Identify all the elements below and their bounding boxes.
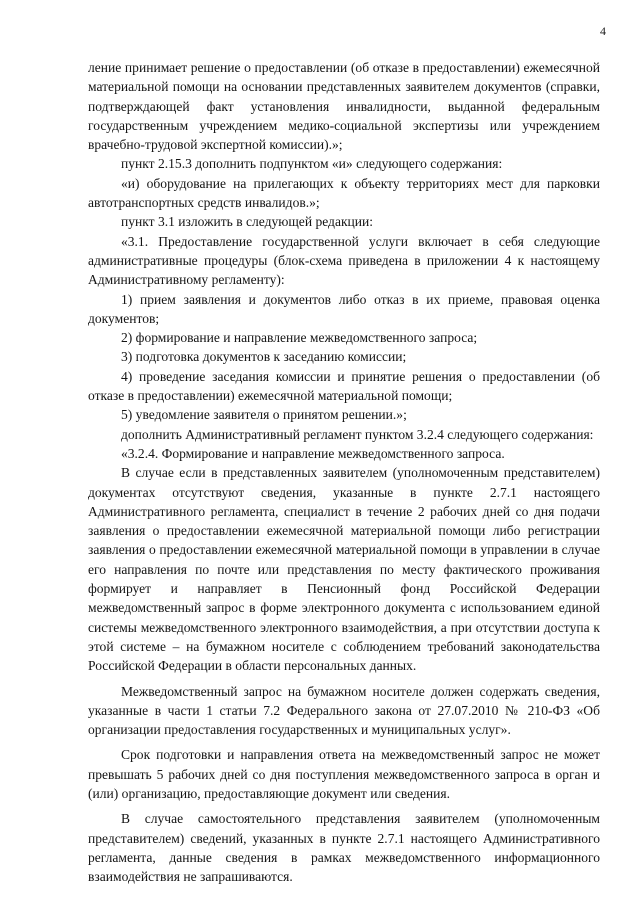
procedure-item-5: 5) уведомление заявителя о принятом решении.»; <box>121 407 407 423</box>
paragraph-self-submission: В случае самостоятельного представления заявителем (уполномоченным представителем) сведений, указанных в пункте 2.7.1 настоящего Административного регламента, данные сведения в рамках межведомственного информационного взаимодействия не запрашиваются. <box>88 811 600 885</box>
paragraph-3-2-4-body: В случае если в представленных заявителем (уполномоченным представителем) документах отсутствуют сведения, указанные в пункте 2.7.1 настоящего Административного регламента, специалист в течение 2 рабочих дней со дня подачи заявления о предоставлении ежемесячной материальной помощи либо регистрации заявления о предоставлении ежемесячной материальной помощи в управлении в случае его направления по почте или представления по месту фактического проживания формирует и направляет в Пенсионный фонд Российской Федерации межведомственный запрос в форме электронного документа с использованием единой системы межведомственного электронного взаимодействия, а при отсутствии доступа к этой системе – на бумажном носителе с соблюдением требований законодательства Российской Федерации в области персональных данных. <box>88 465 600 674</box>
paragraph-paper-request: Межведомственный запрос на бумажном носителе должен содержать сведения, указанные в части 1 статьи 7.2 Федерального закона от 27.07.2010 № 210-ФЗ «Об организации предоставления государственных и муниципальных услуг». <box>88 683 600 738</box>
paragraph-amend-3-2-4: дополнить Административный регламент пунктом 3.2.4 следующего содержания: <box>121 426 594 442</box>
procedure-item-2: 2) формирование и направление межведомственного запроса; <box>121 330 478 346</box>
procedure-item-1: 1) прием заявления и документов либо отказ в их приеме, правовая оценка документов; <box>88 291 600 326</box>
paragraph-continuation: ление принимает решение о предоставлении (об отказе в предоставлении) ежемесячной материальной помощи на основании представленных заявителем документов (справки, подтверждающей факт установления инвалидности, выданной федеральным государственным учреждением медико-социальной экспертизы или учреждением врачебно-трудовой экспертной комиссии).»; <box>88 60 600 153</box>
paragraph-amend-2-15-3: пункт 2.15.3 дополнить подпунктом «и» следующего содержания: <box>121 156 503 172</box>
paragraph-3-2-4-heading: «3.2.4. Формирование и направление межведомственного запроса. <box>121 445 505 461</box>
procedure-item-3: 3) подготовка документов к заседанию комиссии; <box>121 349 407 365</box>
paragraph-amend-3-1: пункт 3.1 изложить в следующей редакции: <box>121 214 374 230</box>
paragraph-3-1-text: «3.1. Предоставление государственной услуги включает в себя следующие административные процедуры (блок-схема приведена в приложении 4 к настоящему Административному регламенту): <box>88 233 600 288</box>
document-body <box>88 58 600 886</box>
procedure-item-4: 4) проведение заседания комиссии и принятие решения о предоставлении (об отказе в предоставлении) ежемесячной материальной помощи; <box>88 368 600 404</box>
page-number: 4 <box>600 24 606 38</box>
paragraph-subpoint-i: «и) оборудование на прилегающих к объекту территориях мест для парковки автотранспортных средств инвалидов.»; <box>88 175 600 211</box>
paragraph-response-deadline: Срок подготовки и направления ответа на межведомственный запрос не может превышать 5 рабочих дней со дня поступления межведомственного запроса в орган и (или) организацию, предоставляющие документ или сведения. <box>88 747 600 801</box>
